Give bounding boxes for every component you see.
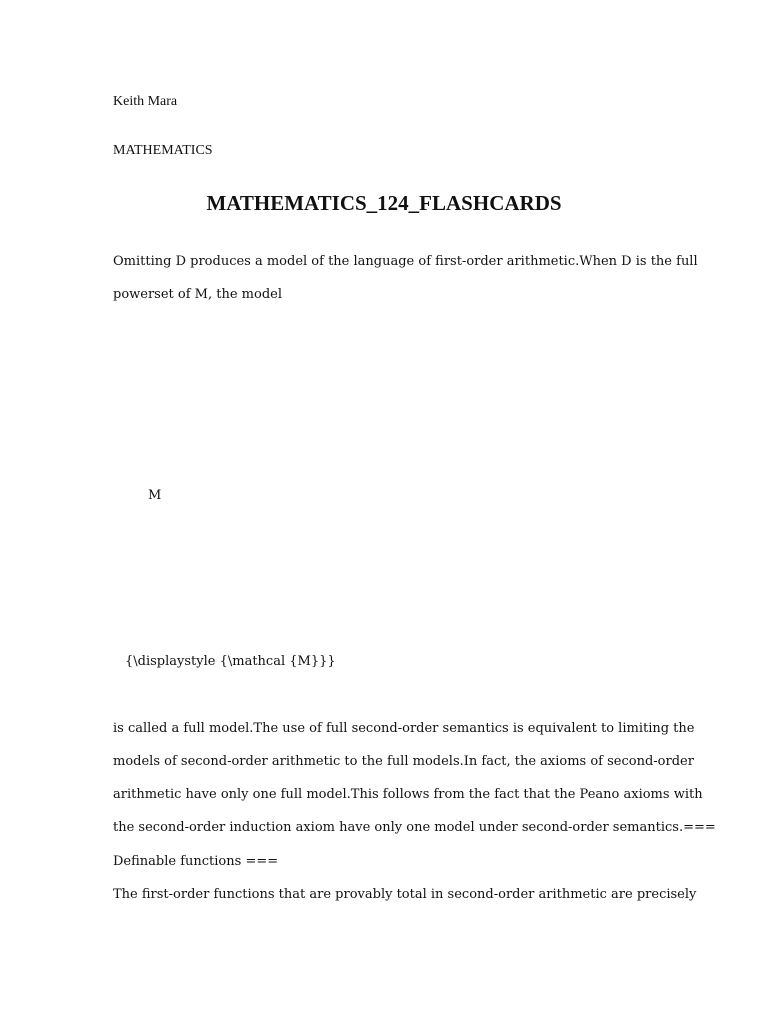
paragraph-line: The first-order functions that are provably total in second-order arithmetic are precisely bbox=[113, 887, 697, 902]
subject-label: MATHEMATICS bbox=[113, 143, 213, 158]
paragraph-line: models of second-order arithmetic to the full models.In fact, the axioms of second-order bbox=[113, 754, 694, 769]
math-symbol: M bbox=[148, 488, 162, 503]
paragraph-line: the second-order induction axiom have only one model under second-order semantics.=== bbox=[113, 820, 716, 835]
author-name: Keith Mara bbox=[113, 94, 178, 109]
document-title: MATHEMATICS_124_FLASHCARDS bbox=[206, 191, 562, 215]
paragraph-line: powerset of M, the model bbox=[113, 287, 282, 302]
paragraph-line: is called a full model.The use of full second-order semantics is equivalent to limiting the bbox=[113, 721, 695, 736]
paragraph-line: Definable functions === bbox=[113, 854, 279, 869]
math-latex: {\displaystyle {\mathcal {M}}} bbox=[125, 654, 336, 669]
paragraph-line: arithmetic have only one full model.This follows from the fact that the Peano axioms with bbox=[113, 787, 703, 802]
paragraph-line: Omitting D produces a model of the language of first-order arithmetic.When D is the full bbox=[113, 254, 698, 269]
